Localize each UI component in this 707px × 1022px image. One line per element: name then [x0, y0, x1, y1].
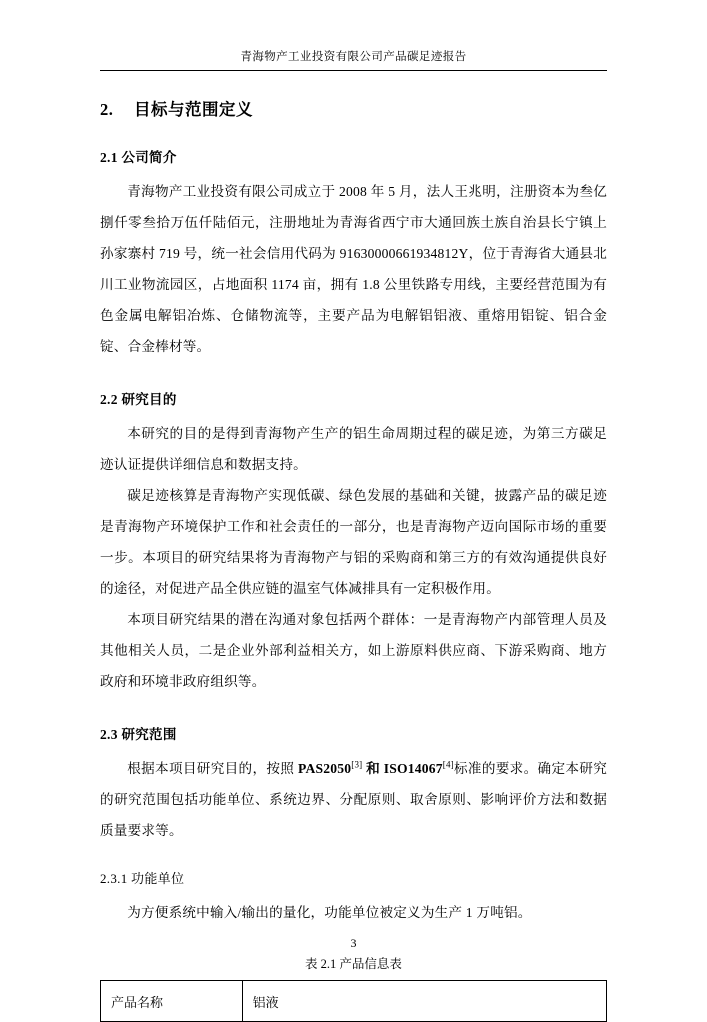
- citation-marker-3: [3]: [351, 759, 363, 770]
- section-title: 目标与范围定义: [134, 100, 253, 119]
- section-number: 2.: [100, 100, 114, 119]
- page-number: 3: [350, 936, 357, 950]
- subsubsection-heading-functional-unit: 2.3.1 功能单位: [100, 871, 185, 886]
- paragraph-functional-unit: 为方便系统中输入/输出的量化，功能单位被定义为生产 1 万吨铝。: [127, 905, 532, 920]
- table-cell-label: 产品名称: [101, 981, 243, 1022]
- paragraph-research-scope: [100, 753, 607, 846]
- table-row: [101, 981, 607, 1022]
- table-caption: 表 2.1 产品信息表: [305, 957, 402, 971]
- paragraph-research-purpose-2: 碳足迹核算是青海物产实现低碳、绿色发展的基础和关键，披露产品的碳足迹是青海物产环境保护工作和社会责任的一部分，也是青海物产迈向国际市场的重要一步。本项目的研究结果将为青海物产与铝的采购商和第三方的有效沟通提供良好的途径，对促进产品全供应链的温室气体减排具有一定积极作用。: [100, 488, 607, 596]
- table-cell-value: 铝液: [242, 981, 606, 1022]
- subsection-heading-research-scope: 2.3 研究范围: [100, 727, 177, 742]
- header-divider: [100, 70, 607, 71]
- page-header: 青海物产工业投资有限公司产品碳足迹报告: [240, 51, 467, 63]
- subsection-heading-company-profile: 2.1 公司简介: [100, 150, 177, 165]
- scope-middle: 和: [362, 761, 384, 776]
- paragraph-company-profile: 青海物产工业投资有限公司成立于 2008 年 5 月，法人王兆明，注册资本为叁亿捌仟零叁拾万伍仟陆佰元，注册地址为青海省西宁市大通回族土族自治县长宁镇上孙家寨村 719 号，统一社会信用代码为 91630000661934812Y，位于青海省大通县北川工业物流园区，占地面积 1174 亩，拥有 1.8 公里铁路专用线，主要经营范围为有色金属电解铝冶炼、仓储物流等，主要产品为电解铝铝液、重熔用铝锭、铝合金锭、合金棒材等。: [100, 184, 607, 354]
- section-heading: [100, 88, 607, 120]
- citation-marker-4: [4]: [442, 759, 454, 770]
- scope-suffix: 标准的要求。确定本研究的研究范围包括功能单位、系统边界、分配原则、取舍原则、影响评价方法和数据质量要求等。: [100, 761, 607, 838]
- paragraph-research-purpose-3: 本项目研究结果的潜在沟通对象包括两个群体：一是青海物产内部管理人员及其他相关人员，二是企业外部利益相关方，如上游原料供应商、下游采购商、地方政府和环境非政府组织等。: [100, 612, 607, 689]
- standard-ref-pas2050: PAS2050: [297, 761, 352, 776]
- product-info-table: [100, 980, 607, 1022]
- subsection-heading-research-purpose: 2.2 研究目的: [100, 392, 177, 407]
- paragraph-research-purpose-1: 本研究的目的是得到青海物产生产的铝生命周期过程的碳足迹，为第三方碳足迹认证提供详细信息和数据支持。: [100, 426, 607, 472]
- scope-prefix: 根据本项目研究目的，按照: [127, 761, 298, 776]
- page-content: [100, 88, 607, 1022]
- standard-ref-iso14067: ISO14067: [383, 761, 443, 776]
